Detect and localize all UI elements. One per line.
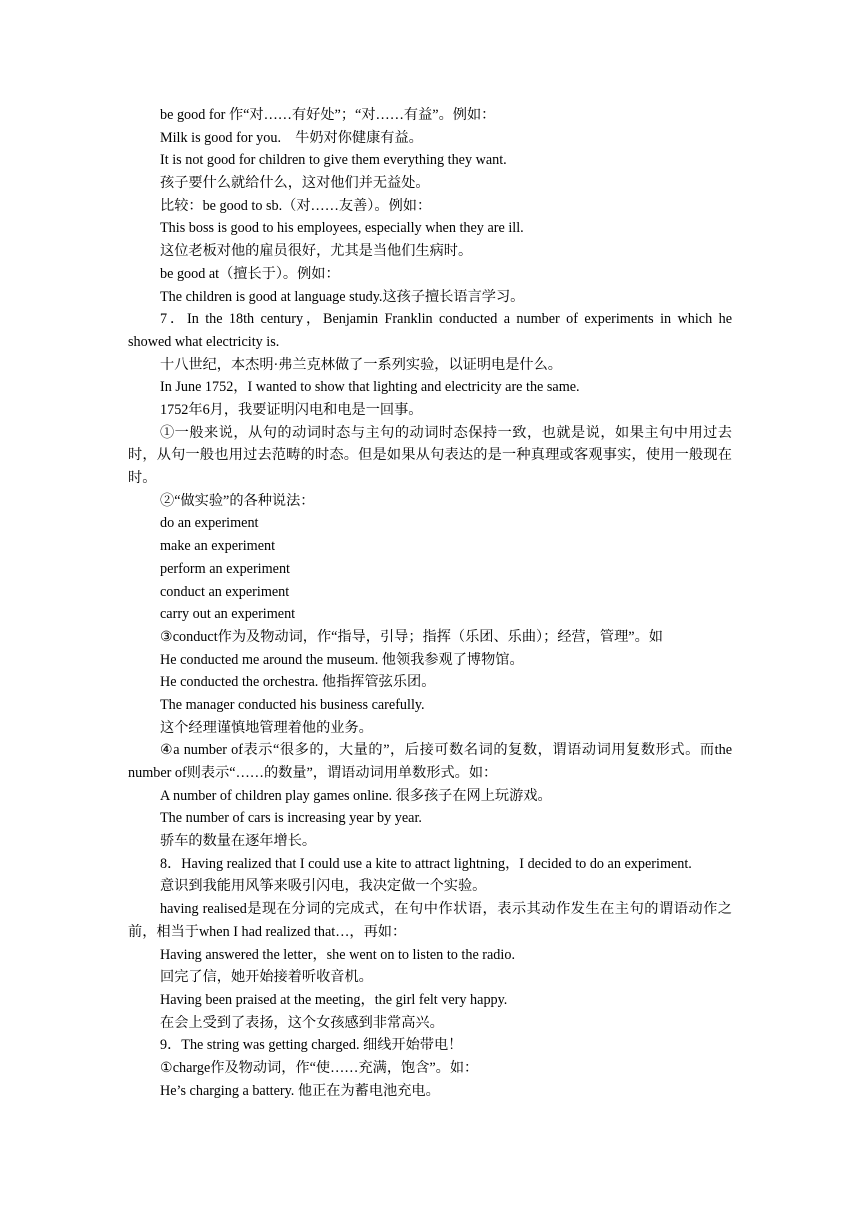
text-line: 比较：be good to sb.（对……友善）。例如： — [160, 197, 432, 214]
note-paragraph: ④a number of表示“很多的，大量的”，后接可数名词的复数，谓语动词用复数形式。而the number of则表示“……的数量”，谓语动词用单数形式。如： — [128, 742, 732, 782]
text-line: do an experiment — [160, 515, 259, 532]
text-line: 这个经理谨慎地管理着他的业务。 — [160, 719, 373, 736]
text-line: 意识到我能用风筝来吸引闪电，我决定做一个实验。 — [160, 878, 487, 895]
text-line: 孩子要什么就给什么，这对他们并无益处。 — [160, 175, 430, 192]
text-line: It is not good for children to give them everything they want. — [160, 152, 507, 169]
text-line: A number of children play games online. 很多孩子在网上玩游戏。 — [160, 787, 552, 804]
text-line: perform an experiment — [160, 560, 290, 577]
text-line: In June 1752，I wanted to show that lighting and electricity are the same. — [160, 379, 580, 396]
text-line: The children is good at language study.这孩子擅长语言学习。 — [160, 288, 525, 305]
text-line: Milk is good for you. 牛奶对你健康有益。 — [160, 129, 423, 146]
text-line: be good for 作“对……有好处”；“对……有益”。例如： — [160, 107, 496, 123]
text-line: ②“做实验”的各种说法： — [160, 492, 315, 509]
text-line: He’s charging a battery. 他正在为蓄电池充电。 — [160, 1082, 440, 1099]
text-line: Having been praised at the meeting，the girl felt very happy. — [160, 991, 508, 1008]
text-line: conduct an experiment — [160, 583, 290, 600]
text-line: make an experiment — [160, 538, 276, 555]
text-line: ③conduct作为及物动词，作“指导，引导；指挥（乐团、乐曲）；经营，管理”。如 — [160, 628, 663, 645]
text-line: 骄车的数量在逐年增长。 — [160, 833, 317, 850]
text-line: 十八世纪，本杰明·弗兰克林做了一系列实验，以证明电是什么。 — [160, 356, 562, 373]
text-line: He conducted the orchestra. 他指挥管弦乐团。 — [160, 674, 436, 691]
note-paragraph: ①一般来说，从句的动词时态与主句的动词时态保持一致，也就是说，如果主句中用过去时，从句一般也用过去范畴的时态。但是如果从句表达的是一种真理或客观事实，使用一般现在时。 — [128, 424, 732, 487]
numbered-paragraph: 7．In the 18th century，Benjamin Franklin conducted a number of experiments in which he showed what electricity is. — [128, 311, 732, 350]
note-paragraph: having realised是现在分词的完成式，在句中作状语，表示其动作发生在主句的谓语动作之前，相当于when I had realized that…，再如： — [128, 901, 732, 940]
text-line: carry out an experiment — [160, 606, 296, 623]
text-line: 8．Having realized that I could use a kite to attract lightning，I decided to do an experiment. — [160, 855, 692, 872]
text-line: be good at（擅长于）。例如： — [160, 265, 340, 282]
text-line: The number of cars is increasing year by year. — [160, 810, 422, 827]
text-line: Having answered the letter，she went on to listen to the radio. — [160, 946, 515, 963]
text-line: He conducted me around the museum. 他领我参观了博物馆。 — [160, 651, 524, 668]
text-line: 1752年6月，我要证明闪电和电是一回事。 — [160, 401, 423, 418]
text-line: The manager conducted his business carefully. — [160, 696, 425, 713]
text-line: 9．The string was getting charged. 细线开始带电！ — [160, 1037, 463, 1054]
text-line: 回完了信，她开始接着听收音机。 — [160, 969, 373, 986]
text-line: ①charge作及物动词，作“使……充满，饱含”。如： — [160, 1060, 479, 1077]
text-line: 这位老板对他的雇员很好，尤其是当他们生病时。 — [160, 243, 473, 260]
text-line: 在会上受到了表扬，这个女孩感到非常高兴。 — [160, 1014, 444, 1031]
text-line: This boss is good to his employees, especially when they are ill. — [160, 220, 524, 237]
document-body — [128, 104, 732, 1102]
